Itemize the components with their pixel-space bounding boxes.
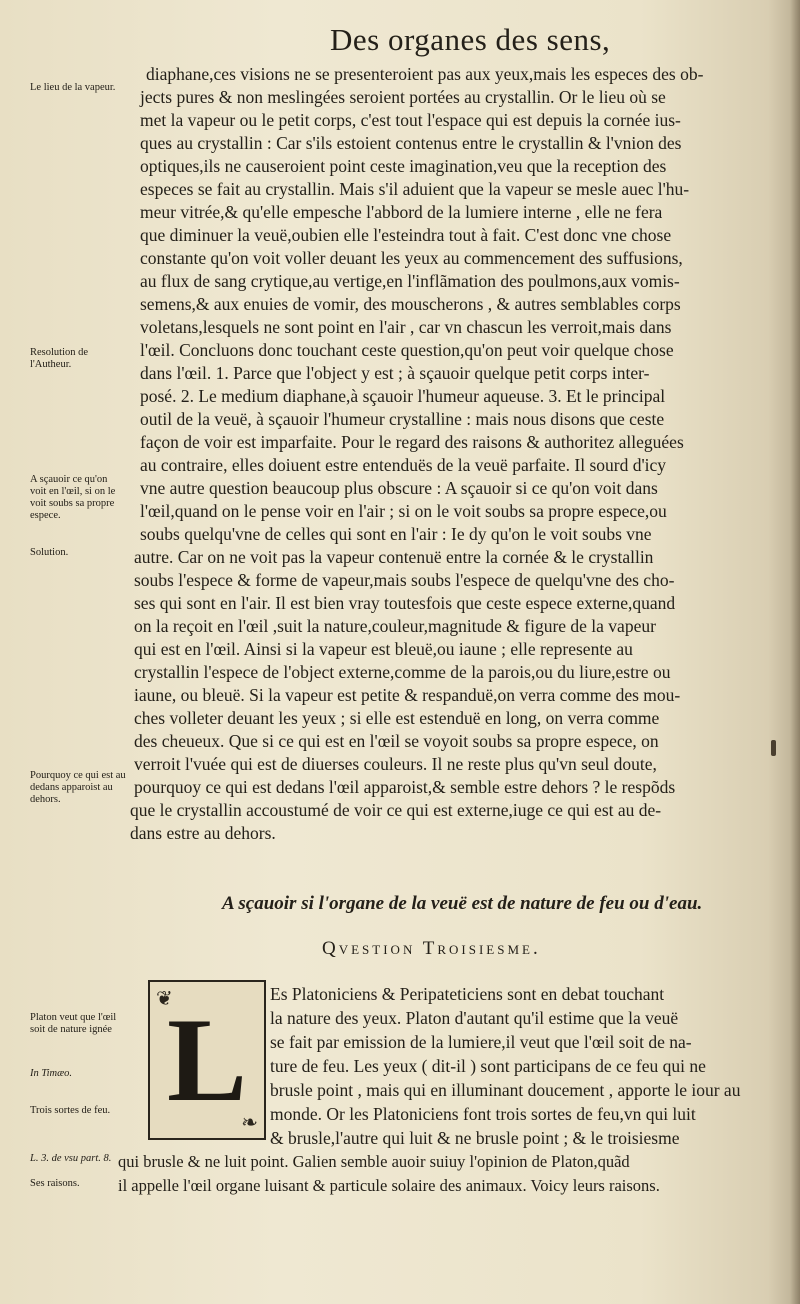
body-line: que le crystallin accoustumé de voir ce qui est externe,iuge ce qui est au de- bbox=[130, 800, 662, 820]
body-line: se fait par emission de la lumiere,il veut que l'œil soit de na- bbox=[270, 1032, 692, 1052]
body-line: qui est en l'œil. Ainsi si la vapeur est bleuë,ou iaune ; elle represente au bbox=[134, 639, 633, 659]
body-line: pourquoy ce qui est dedans l'œil apparoist,& semble estre dehors ? le respõds bbox=[134, 777, 676, 797]
body-line: vne autre question beaucoup plus obscure : A sçauoir si ce qu'on voit dans bbox=[140, 478, 658, 498]
body-line: crystallin l'espece de l'object externe,comme de la parois,ou du liure,estre ou bbox=[134, 662, 671, 682]
body-line: especes se fait au crystallin. Mais s'il aduient que la vapeur se mesle auec l'hu- bbox=[140, 179, 690, 199]
question-heading: Qvestion Troisiesme. bbox=[322, 938, 541, 959]
body-line: au contraire, elles doiuent estre entenduës de la veuë parfaite. Il sourd d'icy bbox=[140, 455, 666, 475]
body-line: soubs l'espece & forme de vapeur,mais soubs l'espece de quelqu'vne des cho- bbox=[134, 570, 675, 590]
body-line: au flux de sang crytique,au vertige,en l'inflãmation des poulmons,aux vomis- bbox=[140, 271, 680, 291]
body-line: diaphane,ces visions ne se presenteroient pas aux yeux,mais les especes des ob- bbox=[146, 64, 704, 84]
page-edge-shadow bbox=[790, 0, 800, 1304]
body-line: brusle point , mais qui en illuminant doucement , apporte le iour au bbox=[270, 1080, 741, 1100]
body-line: monde. Or les Platoniciens font trois sortes de feu,vn qui luit bbox=[270, 1104, 696, 1124]
body-line: dans estre au dehors. bbox=[130, 823, 276, 843]
body-line: dans l'œil. 1. Parce que l'object y est ; à sçauoir quelque petit corps inter- bbox=[140, 363, 650, 383]
body-line: optiques,ils ne causeroient point ceste imagination,veu que la reception des bbox=[140, 156, 667, 176]
body-line: semens,& aux enuies de vomir, des mouscherons , & autres semblables corps bbox=[140, 294, 681, 314]
margin-note-platon: Platon veut que l'œil soit de nature ignée bbox=[30, 1012, 117, 1035]
body-line: met la vapeur ou le petit corps, c'est tout l'espace qui est depuis la cornée ius- bbox=[140, 110, 681, 130]
body-line: verroit l'vuée qui est de diuerses couleurs. Il ne reste plus qu'vn seul doute, bbox=[134, 754, 657, 774]
body-line: iaune, ou bleuë. Si la vapeur est petite & respanduë,on verra comme des mou- bbox=[134, 685, 681, 705]
body-line: meur vitrée,& qu'elle empesche l'abbord de la lumiere interne , elle ne fera bbox=[140, 202, 663, 222]
margin-note-pourquoy: Pourquoy ce qui est au dedans apparoist au dehors. bbox=[30, 770, 126, 805]
body-line: constante qu'on voit voller deuant les yeux au commencement des suffusions, bbox=[140, 248, 683, 268]
body-line: outil de la veuë, à sçauoir l'humeur crystalline : mais nous disons que ceste bbox=[140, 409, 665, 429]
body-line: posé. 2. Le medium diaphane,à sçauoir l'humeur aqueuse. 3. Et le principal bbox=[140, 386, 666, 406]
ornamental-dropcap bbox=[148, 980, 266, 1140]
body-line: ture de feu. Les yeux ( dit-il ) sont participans de ce feu qui ne bbox=[270, 1056, 706, 1076]
dropcap-letter: L bbox=[166, 993, 248, 1126]
page-mark bbox=[771, 740, 776, 756]
body-line: qui brusle & ne luit point. Galien semble auoir suiuy l'opinion de Platon,quãd bbox=[118, 1152, 630, 1171]
margin-note-reference: L. 3. de vsu part. 8. bbox=[30, 1153, 112, 1164]
body-line: il appelle l'œil organe luisant & particule solaire des animaux. Voicy leurs raisons. bbox=[118, 1176, 660, 1195]
running-title: Des organes des sens, bbox=[330, 22, 611, 57]
flourish-icon: ❧ bbox=[241, 1110, 258, 1134]
body-line: soubs quelqu'vne de celles qui sont en l'air : Ie dy qu'on le voit soubs vne bbox=[140, 524, 652, 544]
body-line: Es Platoniciens & Peripateticiens sont en debat touchant bbox=[270, 984, 665, 1004]
body-line: ques au crystallin : Car s'ils estoient contenus entre le crystallin & l'vnion des bbox=[140, 133, 682, 153]
section-italic-heading: A sçauoir si l'organe de la veuë est de nature de feu ou d'eau. bbox=[222, 893, 703, 914]
margin-note-resolution: Resolution de l'Autheur. bbox=[30, 347, 89, 370]
margin-note-a-scauoir: A sçauoir ce qu'on voit en l'œil, si on le voit soubs sa propre espece. bbox=[30, 474, 116, 521]
margin-note-ses-raisons: Ses raisons. bbox=[30, 1178, 80, 1189]
body-line: l'œil,quand on le pense voir en l'air ; si on le voit soubs sa propre espece,ou bbox=[140, 501, 667, 521]
margin-note-trois-sortes: Trois sortes de feu. bbox=[30, 1105, 111, 1116]
body-line: jects pures & non meslingées seroient portées au crystallin. Or le lieu où se bbox=[140, 87, 666, 107]
margin-note-in-timaeo: In Timæo. bbox=[30, 1068, 73, 1079]
margin-note-lieu-vapeur: Le lieu de la vapeur. bbox=[30, 82, 116, 93]
body-line: l'œil. Concluons donc touchant ceste question,qu'on peut voir quelque chose bbox=[140, 340, 674, 360]
body-line: on la reçoit en l'œil ,suit la nature,couleur,magnitude & figure de la vapeur bbox=[134, 616, 656, 636]
body-line: que diminuer la veuë,oubien elle l'esteindra tout à fait. C'est donc vne chose bbox=[140, 225, 672, 245]
body-line: la nature des yeux. Platon d'autant qu'il estime que la veuë bbox=[270, 1008, 679, 1028]
margin-note-solution: Solution. bbox=[30, 547, 69, 558]
body-line: façon de voir est imparfaite. Pour le regard des raisons & authoritez alleguées bbox=[140, 432, 684, 452]
body-line: & brusle,l'autre qui luit & ne brusle point ; & le troisiesme bbox=[270, 1128, 680, 1148]
body-line: ses qui sont en l'air. Il est bien vray toutesfois que ceste espece externe,quand bbox=[134, 593, 676, 613]
body-line: des cheueux. Que si ce qui est en l'œil se voyoit soubs sa propre espece, on bbox=[134, 731, 659, 751]
body-line: autre. Car on ne voit pas la vapeur contenuë entre la cornée & le crystallin bbox=[134, 547, 654, 567]
body-line: ches volleter deuant les yeux ; si elle est estenduë en long, on verra comme bbox=[134, 708, 660, 728]
flourish-icon: ❦ bbox=[156, 986, 173, 1010]
body-line: voletans,lesquels ne sont point en l'air , car vn chascun les verroit,mais dans bbox=[140, 317, 672, 337]
